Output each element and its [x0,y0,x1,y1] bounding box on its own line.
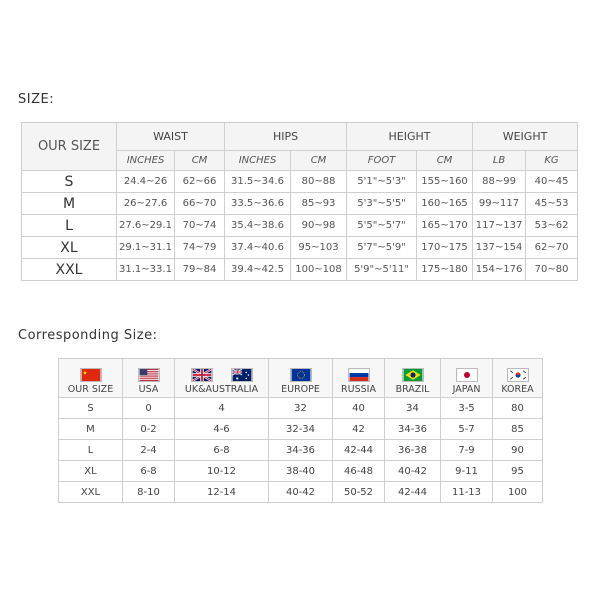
corresponding-size-table [58,358,543,503]
russia-flag-icon [348,368,370,382]
size-cell: 62~66 [175,171,225,193]
size-cell: 53~62 [526,215,578,237]
size-cell: 165~170 [417,215,473,237]
corr-cell: 80 [493,398,543,419]
group-height: HEIGHT [347,123,473,151]
size-cell: 70~80 [526,259,578,281]
corr-cell: 34-36 [385,419,441,440]
group-weight: WEIGHT [473,123,578,151]
size-cell: 79~84 [175,259,225,281]
size-cell: 154~176 [473,259,526,281]
corr-cell: 5-7 [441,419,493,440]
unit-header: KG [526,151,578,171]
size-cell: 99~117 [473,193,526,215]
header-label: USA [138,384,159,395]
corr-cell: 0 [123,398,175,419]
unit-header: INCHES [117,151,175,171]
size-label: S [22,171,117,193]
size-cell: 5'1"~5'3" [347,171,417,193]
corr-size-label: XL [59,461,123,482]
unit-header: LB [473,151,526,171]
size-row [22,215,578,237]
size-cell: 62~70 [526,237,578,259]
china-flag-icon [80,368,102,382]
corr-row [59,398,543,419]
size-cell: 95~103 [291,237,347,259]
corr-cell: 36-38 [385,440,441,461]
corr-size-label: XXL [59,482,123,503]
group-header-row [22,123,578,151]
size-row [22,237,578,259]
header-our-size [59,359,123,398]
corr-cell: 42-44 [333,440,385,461]
size-row [22,259,578,281]
size-cell: 39.4~42.5 [225,259,291,281]
size-chart-table [21,122,578,281]
header-russia [333,359,385,398]
corr-row [59,482,543,503]
corresponding-size-heading: Corresponding Size: [18,328,158,343]
size-label: XL [22,237,117,259]
corr-size-label: S [59,398,123,419]
corr-cell: 95 [493,461,543,482]
corr-cell: 38-40 [269,461,333,482]
size-cell: 5'9"~5'11" [347,259,417,281]
unit-header: CM [291,151,347,171]
size-cell: 160~165 [417,193,473,215]
size-heading: SIZE: [18,92,55,107]
size-cell: 66~70 [175,193,225,215]
corr-cell: 34-36 [269,440,333,461]
brazil-flag-icon [402,368,424,382]
corr-cell: 8-10 [123,482,175,503]
corr-cell: 9-11 [441,461,493,482]
corr-cell: 85 [493,419,543,440]
size-cell: 80~88 [291,171,347,193]
corr-row [59,440,543,461]
header-uk-australia [175,359,269,398]
size-cell: 40~45 [526,171,578,193]
header-europe [269,359,333,398]
size-label: L [22,215,117,237]
corr-cell: 46-48 [333,461,385,482]
corr-cell: 50-52 [333,482,385,503]
size-cell: 155~160 [417,171,473,193]
size-cell: 100~108 [291,259,347,281]
header-label: UK&AUSTRALIA [184,384,259,395]
corr-cell: 7-9 [441,440,493,461]
corr-cell: 32 [269,398,333,419]
size-cell: 27.6~29.1 [117,215,175,237]
unit-header: CM [417,151,473,171]
header-label: BRAZIL [395,384,430,395]
size-row [22,171,578,193]
header-label: KOREA [501,384,534,395]
usa-flag-icon [138,368,160,382]
corr-cell: 40-42 [269,482,333,503]
size-cell: 70~74 [175,215,225,237]
corr-cell: 34 [385,398,441,419]
unit-header: INCHES [225,151,291,171]
australia-flag-icon [231,368,253,382]
size-cell: 5'7"~5'9" [347,237,417,259]
header-japan [441,359,493,398]
group-waist: WAIST [117,123,225,151]
corr-cell: 42-44 [385,482,441,503]
corr-size-label: L [59,440,123,461]
size-cell: 74~79 [175,237,225,259]
size-cell: 137~154 [473,237,526,259]
corr-cell: 90 [493,440,543,461]
header-usa [123,359,175,398]
corr-cell: 100 [493,482,543,503]
size-cell: 5'3"~5'5" [347,193,417,215]
eu-flag-icon [290,368,312,382]
size-cell: 170~175 [417,237,473,259]
our-size-label: OUR SIZE [22,123,117,171]
size-cell: 33.5~36.6 [225,193,291,215]
corr-size-label: M [59,419,123,440]
header-label: JAPAN [452,384,481,395]
size-label: M [22,193,117,215]
size-cell: 175~180 [417,259,473,281]
corr-row [59,419,543,440]
uk-flag-icon [191,368,213,382]
corr-row [59,461,543,482]
size-cell: 90~98 [291,215,347,237]
japan-flag-icon [456,368,478,382]
size-cell: 88~99 [473,171,526,193]
corr-cell: 3-5 [441,398,493,419]
size-cell: 117~137 [473,215,526,237]
corr-cell: 11-13 [441,482,493,503]
country-header-row [59,359,543,398]
corr-cell: 40-42 [385,461,441,482]
group-hips: HIPS [225,123,347,151]
corr-cell: 0-2 [123,419,175,440]
unit-header: FOOT [347,151,417,171]
unit-header: CM [175,151,225,171]
size-cell: 37.4~40.6 [225,237,291,259]
size-label: XXL [22,259,117,281]
header-label: EUROPE [281,384,320,395]
header-brazil [385,359,441,398]
corr-cell: 42 [333,419,385,440]
corr-cell: 12-14 [175,482,269,503]
corr-cell: 40 [333,398,385,419]
size-cell: 29.1~31.1 [117,237,175,259]
size-cell: 5'5"~5'7" [347,215,417,237]
size-cell: 45~53 [526,193,578,215]
header-label: RUSSIA [341,384,376,395]
corr-cell: 4 [175,398,269,419]
corr-cell: 2-4 [123,440,175,461]
corr-cell: 32-34 [269,419,333,440]
size-row [22,193,578,215]
corr-cell: 4-6 [175,419,269,440]
size-cell: 31.1~33.1 [117,259,175,281]
corr-cell: 10-12 [175,461,269,482]
corr-cell: 6-8 [175,440,269,461]
header-label: OUR SIZE [67,384,114,395]
size-cell: 31.5~34.6 [225,171,291,193]
size-cell: 24.4~26 [117,171,175,193]
size-cell: 85~93 [291,193,347,215]
korea-flag-icon [507,368,529,382]
corr-cell: 6-8 [123,461,175,482]
size-cell: 26~27.6 [117,193,175,215]
header-korea [493,359,543,398]
size-cell: 35.4~38.6 [225,215,291,237]
